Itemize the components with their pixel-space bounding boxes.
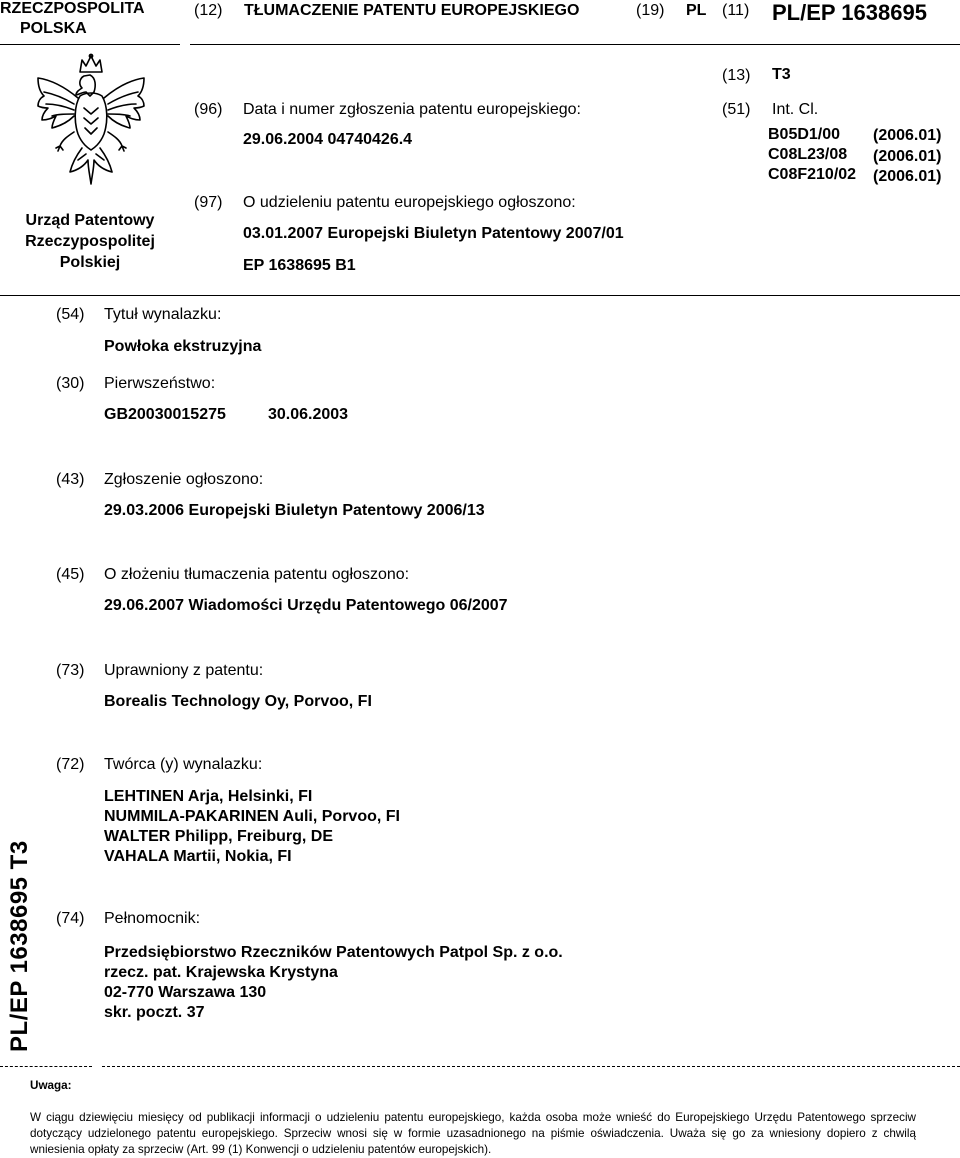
office-line3: Polskiej <box>59 254 121 271</box>
code-73: (73) <box>56 662 85 679</box>
code-12: (12) <box>194 2 223 19</box>
inventor: VAHALA Martii, Nokia, FI <box>104 848 292 865</box>
representative-line: skr. poczt. 37 <box>104 1004 205 1021</box>
application-label: Data i numer zgłoszenia patentu europejskiego: <box>243 101 581 118</box>
title-label: Tytuł wynalazku: <box>104 306 222 323</box>
representative-label: Pełnomocnik: <box>104 910 201 927</box>
code-51: (51) <box>722 101 751 118</box>
grant-label: O udzieleniu patentu europejskiego ogłoszono: <box>243 194 576 211</box>
representative-line: Przedsiębiorstwo Rzeczników Patentowych Patpol Sp. z o.o. <box>104 944 563 961</box>
document-kind: TŁUMACZENIE PATENTU EUROPEJSKIEGO <box>244 2 580 19</box>
inventor: LEHTINEN Arja, Helsinki, FI <box>104 788 313 805</box>
code-19: (19) <box>636 2 665 19</box>
translation-value: 29.06.2007 Wiadomości Urzędu Patentowego 06/2007 <box>104 597 508 614</box>
code-13: (13) <box>722 67 751 84</box>
ipc-year: (2006.01) <box>873 127 942 144</box>
grant-value: 03.01.2007 Europejski Biuletyn Patentowy 2007/01 <box>243 225 624 242</box>
header-rule-right <box>190 44 960 45</box>
code-30: (30) <box>56 375 85 392</box>
bottom-rule-right <box>102 1066 960 1067</box>
office-line1: Urząd Patentowy <box>25 212 155 229</box>
section-rule <box>0 295 960 296</box>
inventor: WALTER Philipp, Freiburg, DE <box>104 828 334 845</box>
ipc-class: B05D1/00 <box>768 126 841 143</box>
invention-title: Powłoka ekstruzyjna <box>104 338 262 355</box>
code-72: (72) <box>56 756 85 773</box>
proprietor-value: Borealis Technology Oy, Porvoo, FI <box>104 693 372 710</box>
patent-number: PL/EP 1638695 <box>772 0 927 25</box>
kind-code: T3 <box>772 66 791 83</box>
code-96: (96) <box>194 101 223 118</box>
code-97: (97) <box>194 194 223 211</box>
country-name-line2: POLSKA <box>20 20 87 37</box>
proprietor-label: Uprawniony z patentu: <box>104 662 264 679</box>
code-11: (11) <box>722 2 750 19</box>
ipc-year: (2006.01) <box>873 168 942 185</box>
priority-date: 30.06.2003 <box>268 406 349 423</box>
code-54: (54) <box>56 306 85 323</box>
application-value: 29.06.2004 04740426.4 <box>243 131 413 148</box>
application-publication-value: 29.03.2006 Europejski Biuletyn Patentowy 2006/13 <box>104 502 485 519</box>
code-45: (45) <box>56 566 85 583</box>
priority-label: Pierwszeństwo: <box>104 375 216 392</box>
ipc-class: C08F210/02 <box>768 166 857 183</box>
office-line2: Rzeczypospolitej <box>25 233 155 250</box>
ipc-year: (2006.01) <box>873 148 942 165</box>
representative-line: 02-770 Warszawa 130 <box>104 984 267 1001</box>
bottom-rule-left <box>0 1066 92 1067</box>
country-code: PL <box>686 2 707 19</box>
polish-eagle-emblem-icon <box>30 52 152 198</box>
priority-number: GB20030015275 <box>104 406 226 423</box>
application-publication-label: Zgłoszenie ogłoszono: <box>104 471 264 488</box>
ep-number: EP 1638695 B1 <box>243 257 356 274</box>
translation-label: O złożeniu tłumaczenia patentu ogłoszono: <box>104 566 410 583</box>
int-cl-label: Int. Cl. <box>772 101 819 118</box>
inventors-label: Twórca (y) wynalazku: <box>104 756 263 773</box>
notice-text: W ciągu dziewięciu miesięcy od publikacji informacji o udzieleniu patentu europejskiego, każda osoba może wnieść do Europejskiego Urzędu Patentowego sprzeciw dotyczący udzielonego patentu europejskiego. Sprzeciw wnosi się w formie uzasadnionego na piśmie oświadczenia. Uważa się go za wniesiony dopiero z chwilą wniesienia opłaty za sprzeciw (Art. 99 (1) Konwencji o udzieleniu patentów europejskich). <box>30 1111 916 1156</box>
side-patent-label: PL/EP 1638695 T3 <box>6 840 33 1052</box>
inventor: NUMMILA-PAKARINEN Auli, Porvoo, FI <box>104 808 400 825</box>
ipc-class: C08L23/08 <box>768 146 848 163</box>
header-rule-left <box>0 44 180 45</box>
representative-line: rzecz. pat. Krajewska Krystyna <box>104 964 338 981</box>
country-name-line1: RZECZPOSPOLITA <box>0 0 145 17</box>
notice-title: Uwaga: <box>30 1079 72 1092</box>
code-43: (43) <box>56 471 85 488</box>
code-74: (74) <box>56 910 85 927</box>
patent-office-name <box>0 210 180 273</box>
